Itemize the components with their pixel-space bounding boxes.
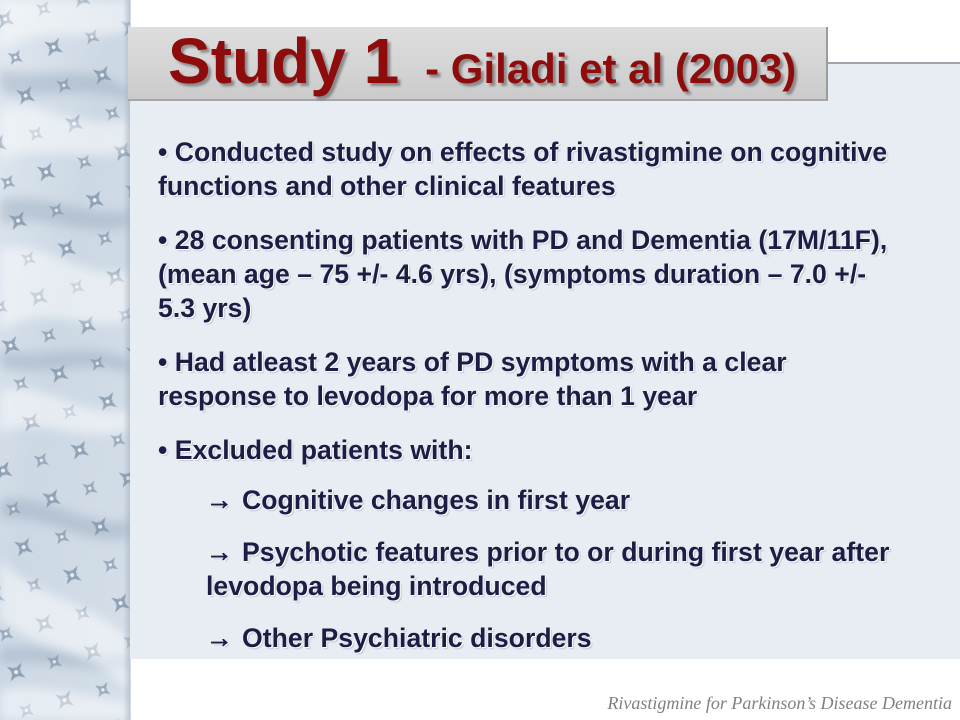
bullet-icon: • bbox=[158, 137, 168, 167]
exclusion-text: Psychotic features prior to or during first year after levodopa being introduced bbox=[206, 537, 890, 601]
bullet-icon: • bbox=[158, 225, 168, 255]
bullet-text: 28 consenting patients with PD and Dementia (17M/11F), (mean age – 75 +/- 4.6 yrs), (symptoms duration – 7.0 +/- 5.3 yrs) bbox=[158, 225, 888, 323]
bullet-item bbox=[158, 135, 902, 203]
footer-caption: Rivastigmine for Parkinson’s Disease Dementia bbox=[607, 693, 952, 713]
bullet-text: Conducted study on effects of rivastigmine on cognitive functions and other clinical features bbox=[158, 137, 888, 201]
exclusion-text: Cognitive changes in first year bbox=[242, 485, 631, 515]
bullet-icon: • bbox=[158, 435, 168, 465]
title-citation: - Giladi et al (2003) bbox=[425, 45, 797, 92]
bullet-item bbox=[158, 433, 902, 467]
exclusion-item bbox=[206, 535, 902, 603]
slide-title bbox=[168, 25, 797, 101]
bullet-item bbox=[158, 223, 902, 325]
exclusion-item bbox=[206, 621, 902, 655]
bullet-text: Had atleast 2 years of PD symptoms with a clear response to levodopa for more than 1 year bbox=[158, 347, 787, 411]
title-study-number: Study 1 bbox=[168, 25, 400, 97]
fabric-texture-strip bbox=[0, 0, 130, 720]
bullet-list bbox=[158, 135, 902, 655]
exclusion-item bbox=[206, 483, 902, 517]
arrow-right-icon: → bbox=[206, 537, 233, 567]
arrow-right-icon: → bbox=[206, 623, 233, 653]
bullet-icon: • bbox=[158, 347, 168, 377]
arrow-right-icon: → bbox=[206, 485, 233, 515]
bullet-text: Excluded patients with: bbox=[174, 435, 473, 465]
bullet-item bbox=[158, 345, 902, 413]
exclusion-text: Other Psychiatric disorders bbox=[242, 623, 592, 653]
